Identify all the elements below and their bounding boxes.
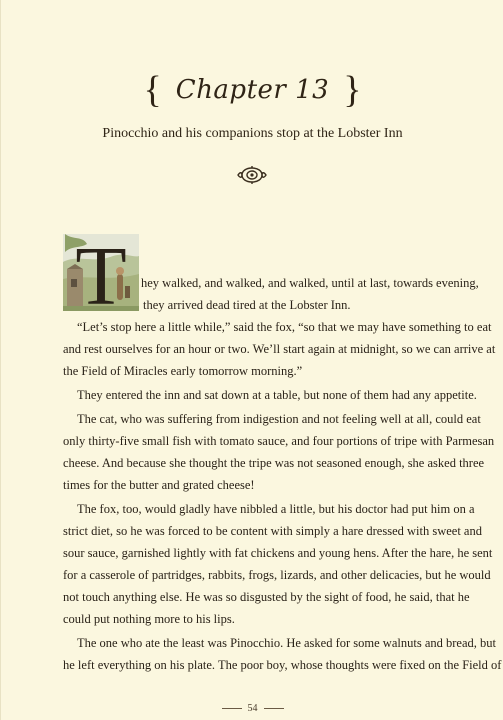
footer-rule-left (222, 708, 242, 709)
page-footer (1, 703, 503, 714)
body-line: for a casserole of partridges, rabbits, frogs, lizards, and other delicacies, but he would (63, 568, 491, 582)
body-line: they arrived dead tired at the Lobster Inn. (143, 298, 351, 312)
body-line: times for the butter and grated cheese! (63, 478, 255, 492)
body-line: The cat, who was suffering from indigestion and not feeling well at all, could eat (77, 412, 481, 426)
body-line: hey walked, and walked, and walked, until at last, towards evening, (141, 276, 479, 290)
page-number: 54 (247, 703, 258, 714)
body-line: They entered the inn and sat down at a table, but none of them had any appetite. (77, 388, 477, 402)
body-line: he left everything on his plate. The poor boy, whose thoughts were fixed on the Field of (63, 658, 502, 672)
footer-rule-right (264, 708, 284, 709)
body-line: not touch anything else. He was so disgusted by the sight of food, he said, that he (63, 590, 470, 604)
body-line: and rest ourselves for an hour or two. We’ll start again at midnight, so we can arrive at (63, 342, 496, 356)
body-line: only thirty-five small fish with tomato sauce, and four portions of tripe with Parmesan (63, 434, 495, 448)
body-line: cheese. And because she thought the tripe was not seasoned enough, she asked three (63, 456, 485, 470)
chapter-subtitle: Pinocchio and his companions stop at the Lobster Inn (102, 126, 403, 141)
chapter-label: Chapter 13 (175, 75, 330, 105)
body-line: could put nothing more to his lips. (63, 612, 235, 626)
ornament-icon (237, 165, 267, 185)
body-line: strict diet, so he was forced to be content with simply a hare dressed with sweet and (63, 524, 482, 538)
dropcap-illustration (63, 234, 139, 311)
body-line: The fox, too, would gladly have nibbled a little, but his doctor had put him on a (77, 502, 475, 516)
brace-open: { (143, 69, 162, 111)
body-line: the Field of Miracles early tomorrow morning.” (63, 364, 303, 378)
brace-close: } (343, 69, 362, 111)
dropcap-letter: T (75, 234, 127, 311)
body-line: The one who ate the least was Pinocchio. He asked for some walnuts and bread, but (77, 636, 496, 650)
body-line: “Let’s stop here a little while,” said the fox, “so that we may have something to eat (77, 320, 492, 334)
chapter-heading (1, 68, 503, 112)
body-line: sour sauce, garnished lightly with fat chickens and young hens. After the hare, he sent (63, 546, 493, 560)
